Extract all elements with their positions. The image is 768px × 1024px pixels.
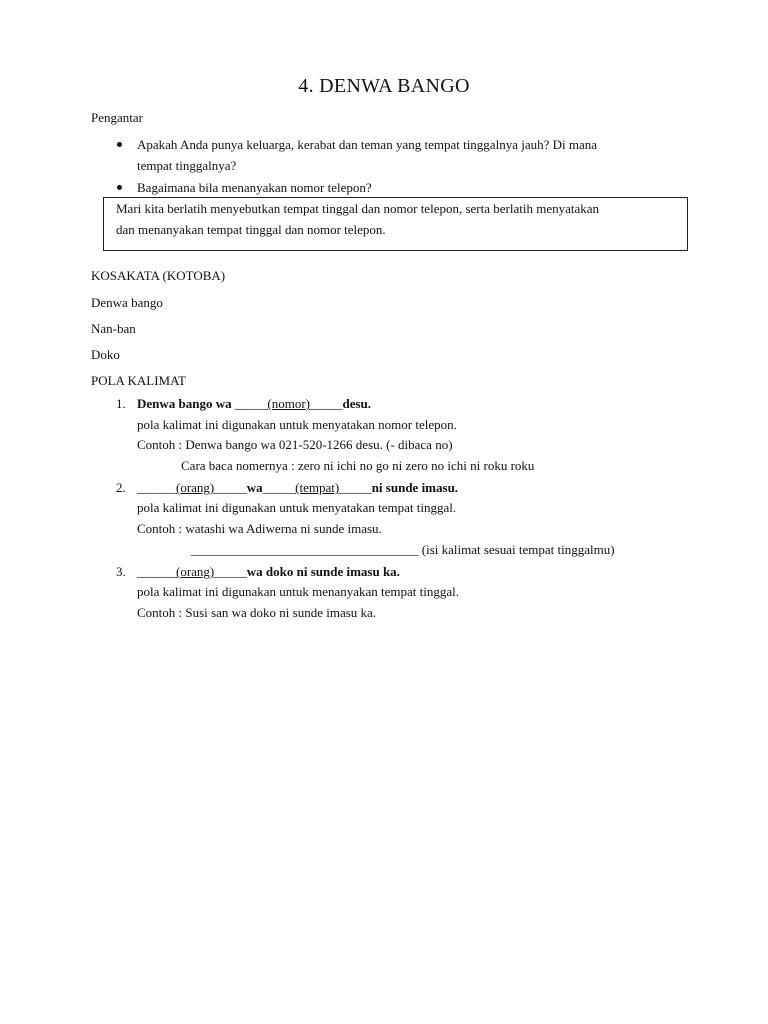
pattern-3-formula — [137, 564, 400, 580]
formula-placeholder: (nomor) — [267, 396, 310, 411]
formula-text: desu. — [342, 396, 372, 411]
pattern-3-number: 3. — [116, 564, 126, 579]
formula-text: wa — [246, 480, 263, 495]
vocab-item: Nan-ban — [91, 321, 136, 336]
bullet-icon — [117, 185, 122, 190]
pattern-2-example: Contoh : watashi wa Adiwerna ni sunde imasu. — [137, 521, 382, 536]
intro-heading: Pengantar — [91, 110, 143, 125]
pattern-2-number: 2. — [116, 480, 126, 495]
pattern-1-formula — [137, 396, 371, 412]
fill-note: (isi kalimat sesuai tempat tinggalmu) — [418, 542, 615, 557]
pattern-2-desc: pola kalimat ini digunakan untuk menyatakan tempat tinggal. — [137, 500, 457, 515]
formula-blank: ______ — [137, 564, 176, 579]
bullet-2-line-1: Bagaimana bila menanyakan nomor telepon? — [137, 180, 372, 195]
page-title: 4. DENWA BANGO — [298, 75, 470, 97]
pattern-1-extra: Cara baca nomernya : zero ni ichi no go ni zero no ichi ni roku roku — [181, 458, 535, 473]
bullet-1-line-2: tempat tinggalnya? — [137, 158, 237, 173]
formula-blank: _____ — [214, 564, 247, 579]
vocab-item: Denwa bango — [91, 295, 163, 310]
formula-placeholder: (orang) — [176, 564, 215, 579]
formula-blank: _____ — [339, 480, 372, 495]
pattern-1-number: 1. — [116, 396, 126, 411]
intro-box-line-2: dan menanyakan tempat tinggal dan nomor telepon. — [116, 222, 386, 237]
formula-placeholder: (orang) — [176, 480, 215, 495]
formula-blank: _____ — [214, 480, 247, 495]
pattern-3-example: Contoh : Susi san wa doko ni sunde imasu ka. — [137, 605, 377, 620]
pattern-1-example: Contoh : Denwa bango wa 021-520-1266 desu. (- dibaca no) — [137, 437, 453, 452]
vocab-heading: KOSAKATA (KOTOBA) — [91, 268, 226, 283]
intro-box — [103, 197, 688, 251]
vocab-item: Doko — [91, 347, 120, 362]
formula-text: Denwa bango wa — [137, 396, 235, 411]
formula-blank: ______ — [137, 480, 176, 495]
formula-blank: _____ — [234, 396, 268, 411]
patterns-heading: POLA KALIMAT — [91, 373, 186, 388]
pattern-2-fill — [191, 542, 615, 558]
bullet-icon — [117, 142, 122, 147]
pattern-3-desc: pola kalimat ini digunakan untuk menanyakan tempat tinggal. — [137, 584, 460, 599]
bullet-1-line-1: Apakah Anda punya keluarga, kerabat dan teman yang tempat tinggalnya jauh? Di mana — [137, 137, 598, 152]
formula-text: wa doko ni sunde imasu ka. — [246, 564, 400, 579]
intro-box-line-1: Mari kita berlatih menyebutkan tempat tinggal dan nomor telepon, serta berlatih menyatakan — [116, 201, 600, 216]
formula-text: ni sunde imasu. — [371, 480, 459, 495]
fill-blank: ___________________________________ — [191, 542, 419, 557]
formula-blank: _____ — [309, 396, 343, 411]
formula-placeholder: (tempat) — [295, 480, 340, 495]
formula-blank: _____ — [262, 480, 296, 495]
pattern-1-desc: pola kalimat ini digunakan untuk menyatakan nomor telepon. — [137, 417, 457, 432]
pattern-2-formula — [137, 480, 458, 496]
